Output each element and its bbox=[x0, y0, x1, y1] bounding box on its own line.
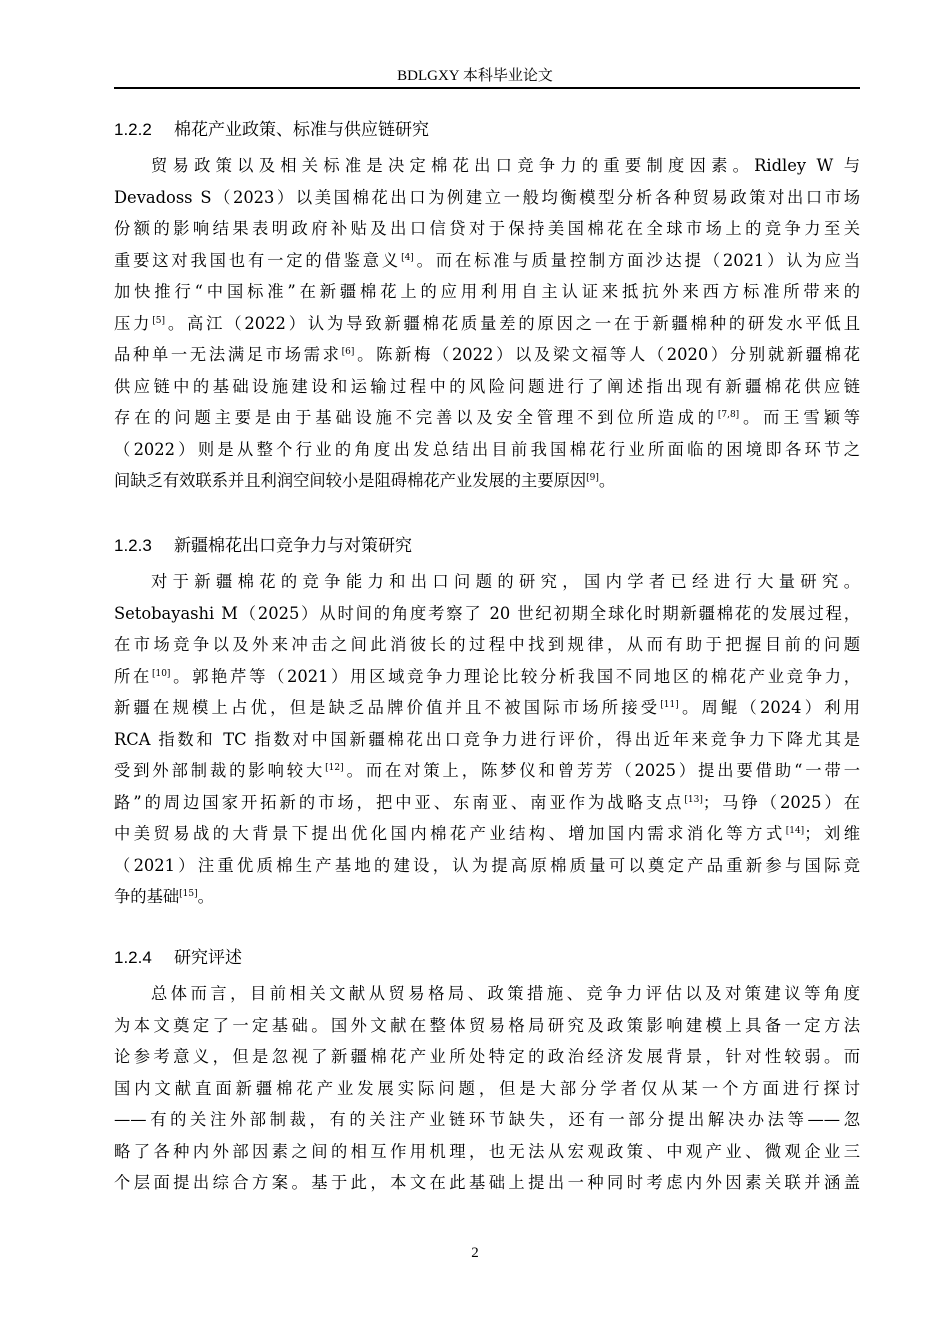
citation-ref: [11] bbox=[660, 700, 679, 710]
text-line: 贸易政策以及相关标准是决定棉花出口竞争力的重要制度因素。Ridley W 与 bbox=[151, 156, 860, 175]
body-paragraph bbox=[114, 150, 860, 497]
citation-ref: [13] bbox=[684, 794, 703, 805]
text-line: 论参考意义，但是忽视了新疆棉花产业所处特定的政治经济发展背景，针对性较弱。而 bbox=[114, 1047, 860, 1066]
text-line: 存在的问题主要是由于基础设施不完善以及安全管理不到位所造成的[7,8]。而王雪颖等 bbox=[114, 408, 860, 427]
page-number: 2 bbox=[471, 1245, 479, 1261]
citation-ref: [5] bbox=[152, 315, 166, 326]
header-rule bbox=[114, 87, 860, 89]
text-line: 加快推行“中国标准”在新疆棉花上的应用利用自主认证来抵抗外来西方标准所带来的 bbox=[114, 282, 860, 301]
section-heading bbox=[114, 532, 860, 560]
body-paragraph bbox=[114, 978, 860, 1199]
section-1-2-2 bbox=[114, 116, 860, 497]
section-1-2-4 bbox=[114, 944, 860, 1199]
text-line: 争的基础[15]。 bbox=[114, 887, 214, 906]
text-line: 间缺乏有效联系并且利润空间较小是阻碍棉花产业发展的主要原因[9]。 bbox=[114, 471, 616, 490]
text-line: 供应链中的基础设施建设和运输过程中的风险问题进行了阐述指出现有新疆棉花供应链 bbox=[114, 376, 860, 396]
section-title: 棉花产业政策、标准与供应链研究 bbox=[174, 120, 429, 140]
text-line: 国内文献直面新疆棉花产业发展实际问题，但是大部分学者仅从某一个方面进行探讨 bbox=[114, 1078, 860, 1098]
citation-ref: [15] bbox=[179, 889, 198, 899]
citation-ref: [14] bbox=[785, 826, 805, 836]
text-line: 所在[10]。郭艳芹等（2021）用区域竞争力理论比较分析我国不同地区的棉花产业竞争力， bbox=[114, 666, 860, 686]
section-number: 1.2.4 bbox=[114, 948, 152, 967]
section-title: 新疆棉花出口竞争力与对策研究 bbox=[174, 536, 412, 556]
running-header: BDLGXY 本科毕业论文 bbox=[397, 68, 553, 84]
text-line: 中美贸易战的大背景下提出优化国内棉花产业结构、增加国内需求消化等方式[14]；刘维 bbox=[114, 824, 860, 843]
text-line: （2022）则是从整个行业的角度出发总结出目前我国棉花行业所面临的困境即各环节之 bbox=[114, 439, 860, 459]
text-line: 总体而言，目前相关文献从贸易格局、政策措施、竞争力评估以及对策建议等角度 bbox=[151, 984, 860, 1003]
section-1-2-3 bbox=[114, 532, 860, 913]
section-title: 研究评述 bbox=[174, 948, 242, 968]
text-line: Setobayashi M（2025）从时间的角度考察了 20 世纪初期全球化时期新疆棉花的发展过程， bbox=[114, 603, 860, 623]
citation-ref: [6] bbox=[341, 347, 355, 357]
text-line: 个层面提出综合方案。基于此，本文在此基础上提出一种同时考虑内外因素关联并涵盖 bbox=[114, 1173, 860, 1192]
text-line: 略了各种内外部因素之间的相互作用机理，也无法从宏观政策、中观产业、微观企业三 bbox=[114, 1141, 860, 1161]
text-line: 在市场竞争以及外来冲击之间此消彼长的过程中找到规律，从而有助于把握目前的问题 bbox=[114, 635, 860, 654]
citation-ref: [12] bbox=[325, 763, 344, 773]
text-line: Devadoss S（2023）以美国棉花出口为例建立一般均衡模型分析各种贸易政策对出口市场 bbox=[114, 187, 860, 207]
section-heading bbox=[114, 944, 860, 972]
text-line: 新疆在规模上占优，但是缺乏品牌价值并且不被国际市场所接受[11]。周鲲（2024）利用 bbox=[114, 698, 860, 717]
section-number: 1.2.2 bbox=[114, 120, 152, 139]
section-heading bbox=[114, 116, 860, 144]
body-paragraph bbox=[114, 566, 860, 913]
text-line: 受到外部制裁的影响较大[12]。而在对策上，陈梦仪和曾芳芳（2025）提出要借助“一带一 bbox=[114, 761, 860, 780]
text-line: 为本文奠定了一定基础。国外文献在整体贸易格局研究及政策影响建模上具备一定方法 bbox=[114, 1015, 860, 1035]
section-number: 1.2.3 bbox=[114, 536, 152, 555]
text-line: ——有的关注外部制裁，有的关注产业链环节缺失，还有一部分提出解决办法等——忽 bbox=[114, 1110, 860, 1129]
text-line: 对于新疆棉花的竞争能力和出口问题的研究，国内学者已经进行大量研究。 bbox=[151, 572, 860, 591]
text-line: 份额的影响结果表明政府补贴及出口信贷对于保持美国棉花在全球市场上的竞争力至关 bbox=[114, 219, 860, 238]
citation-ref: [4] bbox=[401, 252, 414, 263]
text-line: 品种单一无法满足市场需求[6]。陈新梅（2022）以及梁文福等人（2020）分别就新疆棉花 bbox=[114, 345, 860, 364]
text-line: 重要这对我国也有一定的借鉴意义[4]。而在标准与质量控制方面沙达提（2021）认为应当 bbox=[114, 250, 860, 270]
citation-ref: [9] bbox=[586, 473, 599, 483]
citation-ref: [10] bbox=[151, 668, 171, 679]
text-line: 压力[5]。高江（2022）认为导致新疆棉花质量差的原因之一在于新疆棉种的研发水平低且 bbox=[114, 313, 860, 333]
text-line: （2021）注重优质棉生产基地的建设，认为提高原棉质量可以奠定产品重新参与国际竞 bbox=[114, 855, 860, 875]
citation-ref: [7,8] bbox=[717, 410, 740, 420]
text-line: RCA 指数和 TC 指数对中国新疆棉花出口竞争力进行评价，得出近年来竞争力下降尤其是 bbox=[114, 729, 860, 749]
text-line: 路”的周边国家开拓新的市场，把中亚、东南亚、南亚作为战略支点[13]；马铮（2025）在 bbox=[114, 792, 860, 812]
